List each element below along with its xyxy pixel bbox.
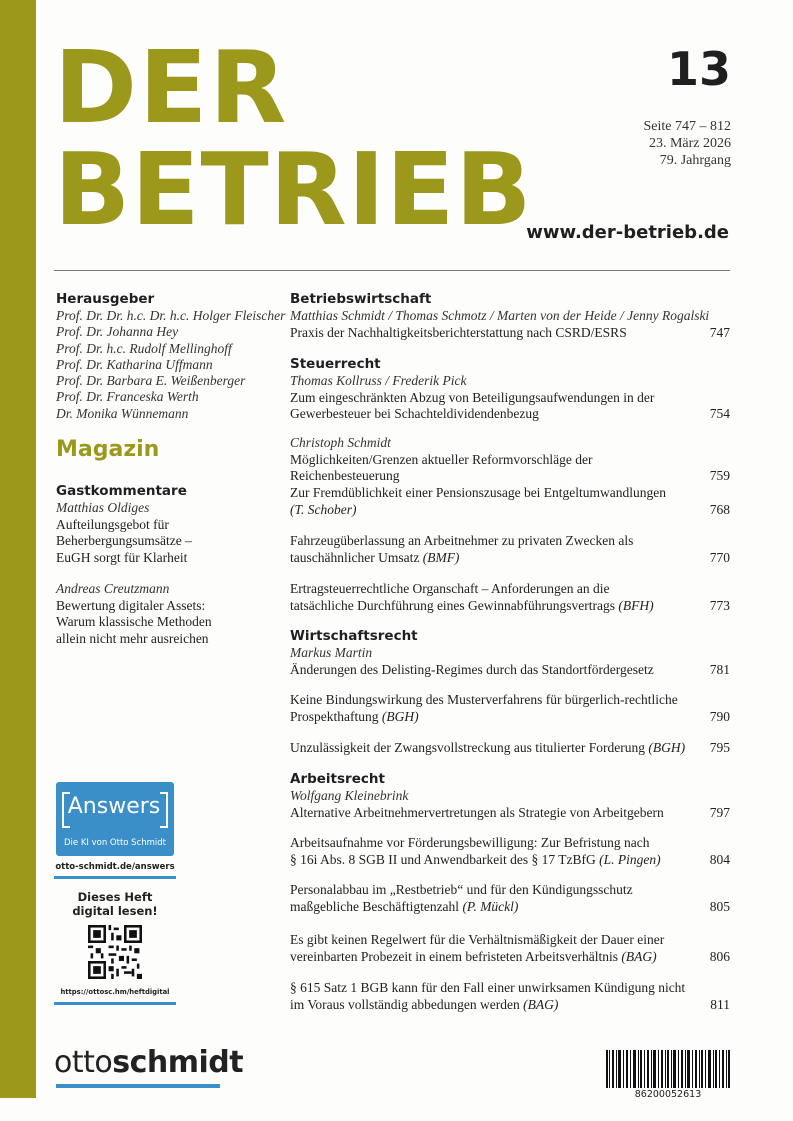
toc-entry[interactable] <box>290 835 730 868</box>
guest-comment-item[interactable] <box>56 581 276 647</box>
toc-entry-page: 754 <box>709 406 730 421</box>
toc-entry-reference: (BMF) <box>422 549 460 565</box>
toc-entry[interactable] <box>290 581 730 614</box>
toc-entry-reference: (P. Mückl) <box>462 898 519 914</box>
guest-comment-title-line: Bewertung digitaler Assets: <box>56 597 206 613</box>
issue-number: 13 <box>666 42 731 96</box>
guest-comment-title-line: EuGH sorgt für Klarheit <box>56 549 188 565</box>
guest-comments-heading: Gastkommentare <box>56 483 187 499</box>
toc-entry[interactable] <box>290 882 730 915</box>
toc-entry-title-line: Ertragsteuerrechtliche Organschaft – Anforderungen an die <box>290 581 610 596</box>
guest-comments-block <box>56 482 276 647</box>
toc-entry-title <box>290 835 730 868</box>
logo-part-schmidt: schmidt <box>112 1045 244 1080</box>
answers-promo-badge[interactable] <box>56 782 174 856</box>
toc-entry-page: 790 <box>709 708 730 724</box>
editors-list <box>56 308 286 422</box>
toc-entry[interactable] <box>290 788 730 821</box>
toc-entry-page: 795 <box>709 740 730 755</box>
promo-divider-bottom <box>54 1002 176 1005</box>
toc-entry-title <box>290 662 730 679</box>
toc-entry-title-line: Zum eingeschränkten Abzug von Beteiligungsaufwendungen in der <box>290 389 655 405</box>
toc-entry-title-line: Möglichkeiten/Grenzen aktueller Reformvorschläge der Reichenbesteuerung <box>290 451 593 483</box>
guest-comment-title-line: Warum klassische Methoden <box>56 614 212 629</box>
toc-section-wirtschaftsrecht <box>290 627 730 678</box>
toc-section-arbeitsrecht <box>290 770 730 821</box>
toc-entry-title <box>290 692 730 725</box>
toc-entry-page: 770 <box>709 549 730 565</box>
toc-entry-reference: (T. Schober) <box>290 501 357 517</box>
toc-section-heading: Betriebswirtschaft <box>290 291 432 307</box>
editor-name: Prof. Dr. h.c. Rudolf Mellinghoff <box>56 340 232 356</box>
toc-entry-page: 806 <box>709 948 730 964</box>
toc-entry-title-line: Es gibt keinen Regelwert für die Verhältnismäßigkeit der Dauer einer <box>290 932 665 947</box>
toc-entry-page: 759 <box>709 468 730 483</box>
toc-entry-page: 804 <box>709 851 730 867</box>
answers-url-link[interactable]: otto-schmidt.de/answers <box>55 862 175 872</box>
toc-section-heading: Steuerrecht <box>290 356 381 372</box>
toc-entry-title-line: maßgebliche Beschäftigtenzahl <box>290 898 460 914</box>
toc-entry-title-line: Gewerbesteuer bei Schachteldividendenbezug <box>290 406 539 421</box>
guest-comment-author: Andreas Creutzmann <box>56 581 170 596</box>
issue-pages: Seite 747 – 812 <box>643 119 731 134</box>
toc-entry-author: Matthias Schmidt / Thomas Schmotz / Marten von der Heide / Jenny Rogalski <box>290 308 710 323</box>
toc-entry-title-line: im Voraus vollständig abbedungen werden <box>290 996 520 1012</box>
toc-entry-title <box>290 452 730 485</box>
editor-name: Prof. Dr. Katharina Uffmann <box>56 356 213 372</box>
website-link[interactable]: www.der-betrieb.de <box>526 222 729 243</box>
digital-read-callout <box>54 890 176 918</box>
toc-entry-reference: (L. Pingen) <box>599 851 661 867</box>
toc-entry-title <box>290 932 730 965</box>
qr-code-icon[interactable] <box>88 925 142 979</box>
editor-name: Prof. Dr. Johanna Hey <box>56 324 179 340</box>
barcode-number: 86200052613 <box>634 1089 702 1100</box>
magazin-heading: Magazin <box>56 437 160 462</box>
toc-entry[interactable] <box>290 533 730 566</box>
toc-entry[interactable] <box>290 932 730 965</box>
toc-entry-reference: (BGH) <box>381 708 419 724</box>
toc-entry-title <box>290 390 730 423</box>
barcode-icon <box>606 1050 730 1088</box>
editor-name: Prof. Dr. Franceska Werth <box>56 389 199 405</box>
toc-entry-title-line: § 615 Satz 1 BGB kann für den Fall einer unwirksamen Kündigung nicht <box>290 980 686 995</box>
toc-entry-title-line: Keine Bindungswirkung des Musterverfahrens für bürgerlich-rechtliche <box>290 692 678 707</box>
toc-entry-title <box>290 882 730 915</box>
toc-entry-title-line: Änderungen des Delisting-Regimes durch das Standortfördergesetz <box>290 661 654 677</box>
toc-entry-title <box>290 533 730 566</box>
toc-entry-page: 773 <box>709 597 730 613</box>
toc-section-steuerrecht <box>290 355 730 423</box>
toc-entry-title <box>290 325 730 342</box>
toc-entry[interactable] <box>290 740 730 757</box>
editor-name: Dr. Monika Wünnemann <box>56 405 189 421</box>
toc-entry-reference: (BFH) <box>618 597 654 613</box>
answers-tagline: Die KI von Otto Schmidt <box>63 838 167 848</box>
issue-date: 23. März 2026 <box>648 136 731 151</box>
cover-spine-bar <box>0 0 36 1098</box>
guest-comment-title-line: Aufteilungsgebot für <box>56 516 169 532</box>
guest-comment-title-line: Beherbergungsumsätze – <box>56 533 192 548</box>
toc-entry-page: 747 <box>709 324 730 340</box>
logo-part-otto: otto <box>54 1045 113 1080</box>
toc-entry-page: 797 <box>709 804 730 820</box>
toc-entry-title-line: Alternative Arbeitnehmervertretungen als Strategie von Arbeitgebern <box>290 804 664 820</box>
toc-entry-title <box>290 581 730 614</box>
toc-entry-title-line: vereinbarten Probezeit in einem befristeten Arbeitsverhältnis <box>290 948 619 964</box>
otto-schmidt-logo <box>54 1045 244 1080</box>
logo-underline <box>56 1084 220 1088</box>
toc-section-betriebswirtschaft <box>290 290 730 341</box>
toc-entry[interactable] <box>290 435 730 485</box>
toc-entry[interactable] <box>290 645 730 678</box>
toc-entry-author: Thomas Kollruss / Frederik Pick <box>290 373 467 388</box>
toc-entry-title-line: tauschähnlicher Umsatz <box>290 549 420 565</box>
masthead-der: DER <box>54 29 289 146</box>
toc-entry-title <box>290 805 730 822</box>
toc-entry-title-line: § 16i Abs. 8 SGB II und Anwendbarkeit des § 17 TzBfG <box>290 851 596 867</box>
answers-wordmark: Answers <box>67 794 161 819</box>
toc-entry-title <box>290 485 730 518</box>
toc-entry-reference: (BAG) <box>523 996 559 1012</box>
toc-entry-title-line: Zur Fremdüblichkeit einer Pensionszusage bei Entgeltumwandlungen <box>290 485 667 500</box>
qr-url-link[interactable]: https://ottosc.hm/heftdigital <box>60 988 170 996</box>
toc-entry-page: 781 <box>709 661 730 677</box>
header-divider <box>54 270 730 271</box>
editor-name: Prof. Dr. Dr. h.c. Dr. h.c. Holger Fleischer <box>56 308 286 323</box>
toc-entry-title-line: Prospekthaftung <box>290 708 379 724</box>
toc-entry-page: 768 <box>709 501 730 517</box>
issue-meta <box>644 118 732 169</box>
toc-entry-page: 811 <box>710 996 730 1012</box>
toc-entry[interactable] <box>290 485 730 518</box>
toc-entry-author: Markus Martin <box>290 645 373 660</box>
toc-entry-title <box>290 980 730 1013</box>
toc-entry-title-line: tatsächliche Durchführung eines Gewinnabführungsvertrags <box>290 597 616 613</box>
editor-name: Prof. Dr. Barbara E. Weißenberger <box>56 373 246 389</box>
toc-section-heading: Wirtschaftsrecht <box>290 628 418 644</box>
toc-entry[interactable] <box>290 308 730 341</box>
editors-heading: Herausgeber <box>56 291 155 307</box>
guest-comment-title-line: allein nicht mehr ausreichen <box>56 630 209 646</box>
issue-volume: 79. Jahrgang <box>659 153 731 168</box>
promo-divider <box>54 876 176 879</box>
toc-entry-title-line: Personalabbau im „Restbetrieb“ und für den Kündigungsschutz <box>290 882 633 897</box>
toc-entry-title-line: Arbeitsaufnahme vor Förderungsbewilligung: Zur Befristung nach <box>290 835 650 850</box>
editors-block <box>56 290 286 422</box>
toc-entry-reference: (BGH) <box>648 740 686 755</box>
toc-entry-title <box>290 740 730 757</box>
digital-read-line: digital lesen! <box>72 904 158 918</box>
toc-entry-page: 805 <box>709 898 730 914</box>
masthead-betrieb: BETRIEB <box>54 131 533 248</box>
toc-entry-author: Wolfgang Kleinebrink <box>290 788 409 803</box>
digital-read-line: Dieses Heft <box>77 890 153 904</box>
guest-comment-item[interactable] <box>56 500 276 566</box>
toc-section-heading: Arbeitsrecht <box>290 771 385 787</box>
toc-entry-title-line: Fahrzeugüberlassung an Arbeitnehmer zu privaten Zwecken als <box>290 533 634 548</box>
toc-entry[interactable] <box>290 980 730 1013</box>
toc-entry-title-line: Unzulässigkeit der Zwangsvollstreckung aus titulierter Forderung <box>290 740 646 755</box>
toc-entry[interactable] <box>290 373 730 423</box>
guest-comment-author: Matthias Oldiges <box>56 500 150 515</box>
toc-entry-author: Christoph Schmidt <box>290 435 391 450</box>
toc-entry[interactable] <box>290 692 730 725</box>
toc-entry-reference: (BAG) <box>621 948 657 964</box>
toc-entry-title-line: Praxis der Nachhaltigkeitsberichterstattung nach CSRD/ESRS <box>290 324 627 340</box>
